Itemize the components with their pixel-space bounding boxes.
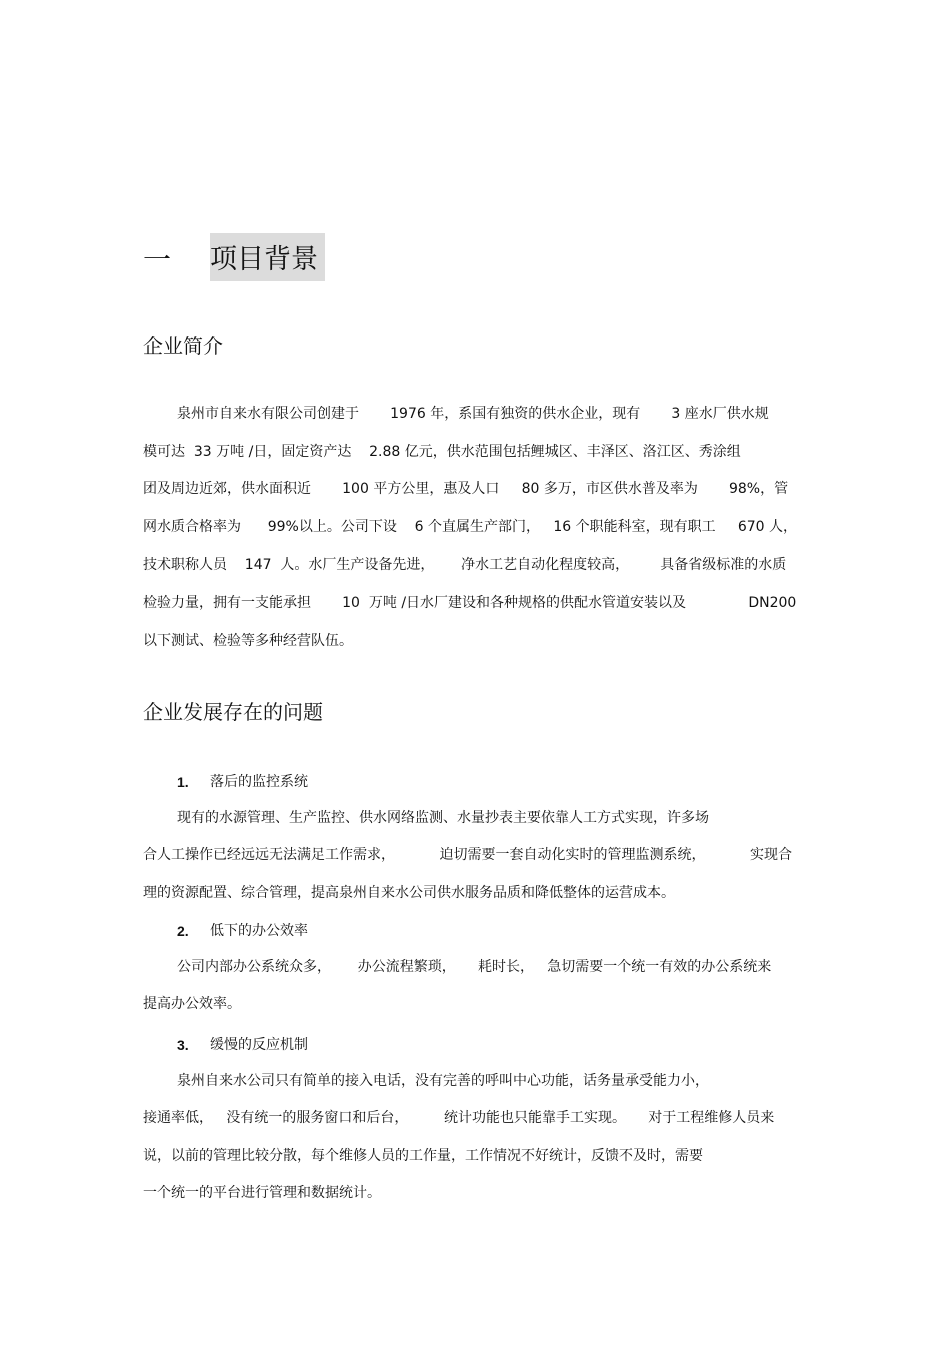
paragraph-line: 现有的水源管理、生产监控、供水网络监测、水量抄表主要依靠人工方式实现，许多场 xyxy=(177,810,709,826)
paragraph-line: 泉州自来水公司只有简单的接入电话，没有完善的呼叫中心功能，话务量承受能力小， xyxy=(177,1073,709,1089)
paragraph-line: 一个统一的平台进行管理和数据统计。 xyxy=(143,1185,381,1201)
paragraph-line: 理的资源配置、综合管理，提高泉州自来水公司供水服务品质和降低整体的运营成本。 xyxy=(143,885,675,901)
paragraph-line: 网水质合格率为 99%以上。公司下设 6 个直属生产部门， 16 个职能科室，现有职工 670 人， xyxy=(143,519,798,535)
list-item-number: 1. xyxy=(177,774,189,790)
paragraph-line: 说，以前的管理比较分散，每个维修人员的工作量，工作情况不好统计，反馈不及时，需要 xyxy=(143,1148,703,1164)
list-item-number: 3. xyxy=(177,1037,189,1053)
paragraph-line: 合人工操作已经远远无法满足工作需求， 迫切需要一套自动化实时的管理监测系统， 实现合 xyxy=(143,847,793,863)
paragraph-line: 提高办公效率。 xyxy=(143,996,241,1012)
paragraph-line: 模可达 33 万吨 /日，固定资产达 2.88 亿元，供水范围包括鲤城区、丰泽区、洛江区、秀涂组 xyxy=(143,444,741,460)
section-heading-company-intro: 企业简介 xyxy=(143,334,223,358)
paragraph-line: 检验力量，拥有一支能承担 10 万吨 /日水厂建设和各种规格的供配水管道安装以及 DN200 xyxy=(143,595,797,611)
paragraph-line: 以下测试、检验等多种经营队伍。 xyxy=(143,633,353,649)
chapter-title: 项目背景 xyxy=(210,244,318,275)
list-item-title: 缓慢的反应机制 xyxy=(210,1037,308,1053)
list-item-title: 落后的监控系统 xyxy=(210,774,308,790)
paragraph-line: 技术职称人员 147 人。水厂生产设备先进， 净水工艺自动化程度较高， 具备省级标准的水质 xyxy=(143,557,787,573)
paragraph-line: 公司内部办公系统众多， 办公流程繁琐， 耗时长， 急切需要一个统一有效的办公系统来 xyxy=(177,959,772,975)
list-item-number: 2. xyxy=(177,923,189,939)
list-item-title: 低下的办公效率 xyxy=(210,923,308,939)
paragraph-line: 团及周边近郊，供水面积近 100 平方公里，惠及人口 80 多万，市区供水普及率为 98%，管 xyxy=(143,481,789,497)
chapter-number: 一 xyxy=(143,243,172,276)
paragraph-line: 泉州市自来水有限公司创建于 1976 年，系国有独资的供水企业，现有 3 座水厂供水规 xyxy=(177,406,769,422)
section-heading-problems: 企业发展存在的问题 xyxy=(143,700,323,724)
paragraph-line: 接通率低， 没有统一的服务窗口和后台， 统计功能也只能靠手工实现。 对于工程维修人员来 xyxy=(143,1110,775,1126)
